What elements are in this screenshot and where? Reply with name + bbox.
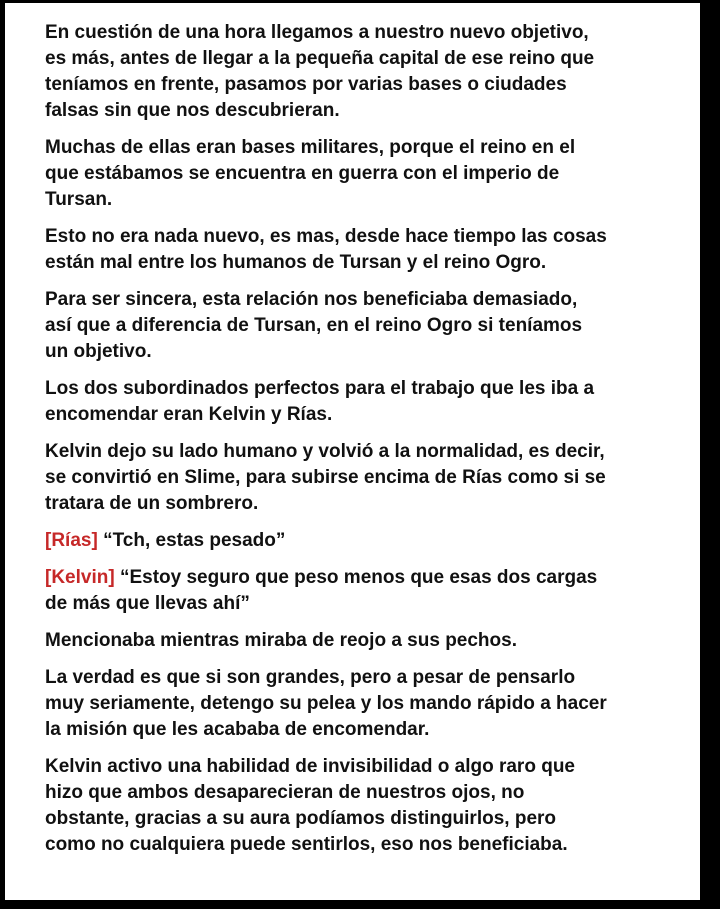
line-text: En cuestión de una hora llegamos a nuestro nuevo objetivo, xyxy=(45,22,589,43)
line-text: obstante, gracias a su aura podíamos distinguirlos, pero xyxy=(45,808,557,829)
line-text: encomendar eran Kelvin y Rías. xyxy=(45,404,333,425)
line-text: están mal entre los humanos de Tursan y el reino Ogro. xyxy=(45,252,547,273)
line-text: Muchas de ellas eran bases militares, porque el reino en el xyxy=(45,137,576,158)
line-text: tratara de un sombrero. xyxy=(45,493,259,514)
line-text: La verdad es que si son grandes, pero a pesar de pensarlo xyxy=(45,667,576,688)
text-line xyxy=(45,780,607,806)
line-text: es más, antes de llegar a la pequeña capital de ese reino que xyxy=(45,48,595,69)
text-line xyxy=(45,135,607,161)
text-line xyxy=(45,287,607,313)
speaker-tag: [Kelvin] xyxy=(45,567,115,588)
text-line xyxy=(45,465,607,491)
speaker-tag: [Rías] xyxy=(45,530,98,551)
text-line xyxy=(45,806,607,832)
document-body xyxy=(45,20,607,869)
paragraph xyxy=(45,224,607,276)
line-text: “Tch, estas pesado” xyxy=(103,530,286,551)
paragraph xyxy=(45,135,607,213)
line-text: Los dos subordinados perfectos para el trabajo que les iba a xyxy=(45,378,595,399)
text-line xyxy=(45,491,607,517)
text-line xyxy=(45,72,607,98)
text-line xyxy=(45,187,607,213)
paragraph xyxy=(45,754,607,858)
text-line xyxy=(45,402,607,428)
text-line xyxy=(45,161,607,187)
text-line xyxy=(45,339,607,365)
paragraph xyxy=(45,665,607,743)
paragraph xyxy=(45,20,607,124)
dialogue-paragraph xyxy=(45,528,607,554)
text-line xyxy=(45,376,607,402)
line-text: se convirtió en Slime, para subirse encima de Rías como si se xyxy=(45,467,606,488)
text-line xyxy=(45,832,607,858)
text-line xyxy=(45,591,607,617)
line-text: falsas sin que nos descubrieran. xyxy=(45,100,340,121)
document-page xyxy=(5,3,700,900)
line-text: Mencionaba mientras miraba de reojo a sus pechos. xyxy=(45,630,517,651)
text-line xyxy=(45,665,607,691)
text-line xyxy=(45,528,607,554)
line-text: como no cualquiera puede sentirlos, eso nos beneficiaba. xyxy=(45,834,568,855)
text-line xyxy=(45,628,607,654)
text-line xyxy=(45,754,607,780)
text-line xyxy=(45,313,607,339)
line-text: Kelvin dejo su lado humano y volvió a la normalidad, es decir, xyxy=(45,441,605,462)
text-line xyxy=(45,691,607,717)
paragraph xyxy=(45,439,607,517)
text-line xyxy=(45,98,607,124)
line-text: “Estoy seguro que peso menos que esas dos cargas xyxy=(119,567,598,588)
text-line xyxy=(45,439,607,465)
line-text: un objetivo. xyxy=(45,341,152,362)
line-text: la misión que les acababa de encomendar. xyxy=(45,719,430,740)
text-line xyxy=(45,717,607,743)
text-line xyxy=(45,224,607,250)
text-line xyxy=(45,565,607,591)
line-text: Esto no era nada nuevo, es mas, desde hace tiempo las cosas xyxy=(45,226,607,247)
line-text: Para ser sincera, esta relación nos beneficiaba demasiado, xyxy=(45,289,578,310)
text-line xyxy=(45,20,607,46)
line-text: así que a diferencia de Tursan, en el reino Ogro si teníamos xyxy=(45,315,583,336)
line-text: de más que llevas ahí” xyxy=(45,593,250,614)
line-text: que estábamos se encuentra en guerra con el imperio de xyxy=(45,163,560,184)
text-line xyxy=(45,46,607,72)
line-text: muy seriamente, detengo su pelea y los mando rápido a hacer xyxy=(45,693,607,714)
paragraph xyxy=(45,376,607,428)
paragraph xyxy=(45,287,607,365)
line-text: hizo que ambos desaparecieran de nuestros ojos, no xyxy=(45,782,525,803)
line-text: Tursan. xyxy=(45,189,113,210)
line-text: Kelvin activo una habilidad de invisibilidad o algo raro que xyxy=(45,756,575,777)
dialogue-paragraph xyxy=(45,565,607,617)
text-line xyxy=(45,250,607,276)
paragraph xyxy=(45,628,607,654)
line-text: teníamos en frente, pasamos por varias bases o ciudades xyxy=(45,74,567,95)
